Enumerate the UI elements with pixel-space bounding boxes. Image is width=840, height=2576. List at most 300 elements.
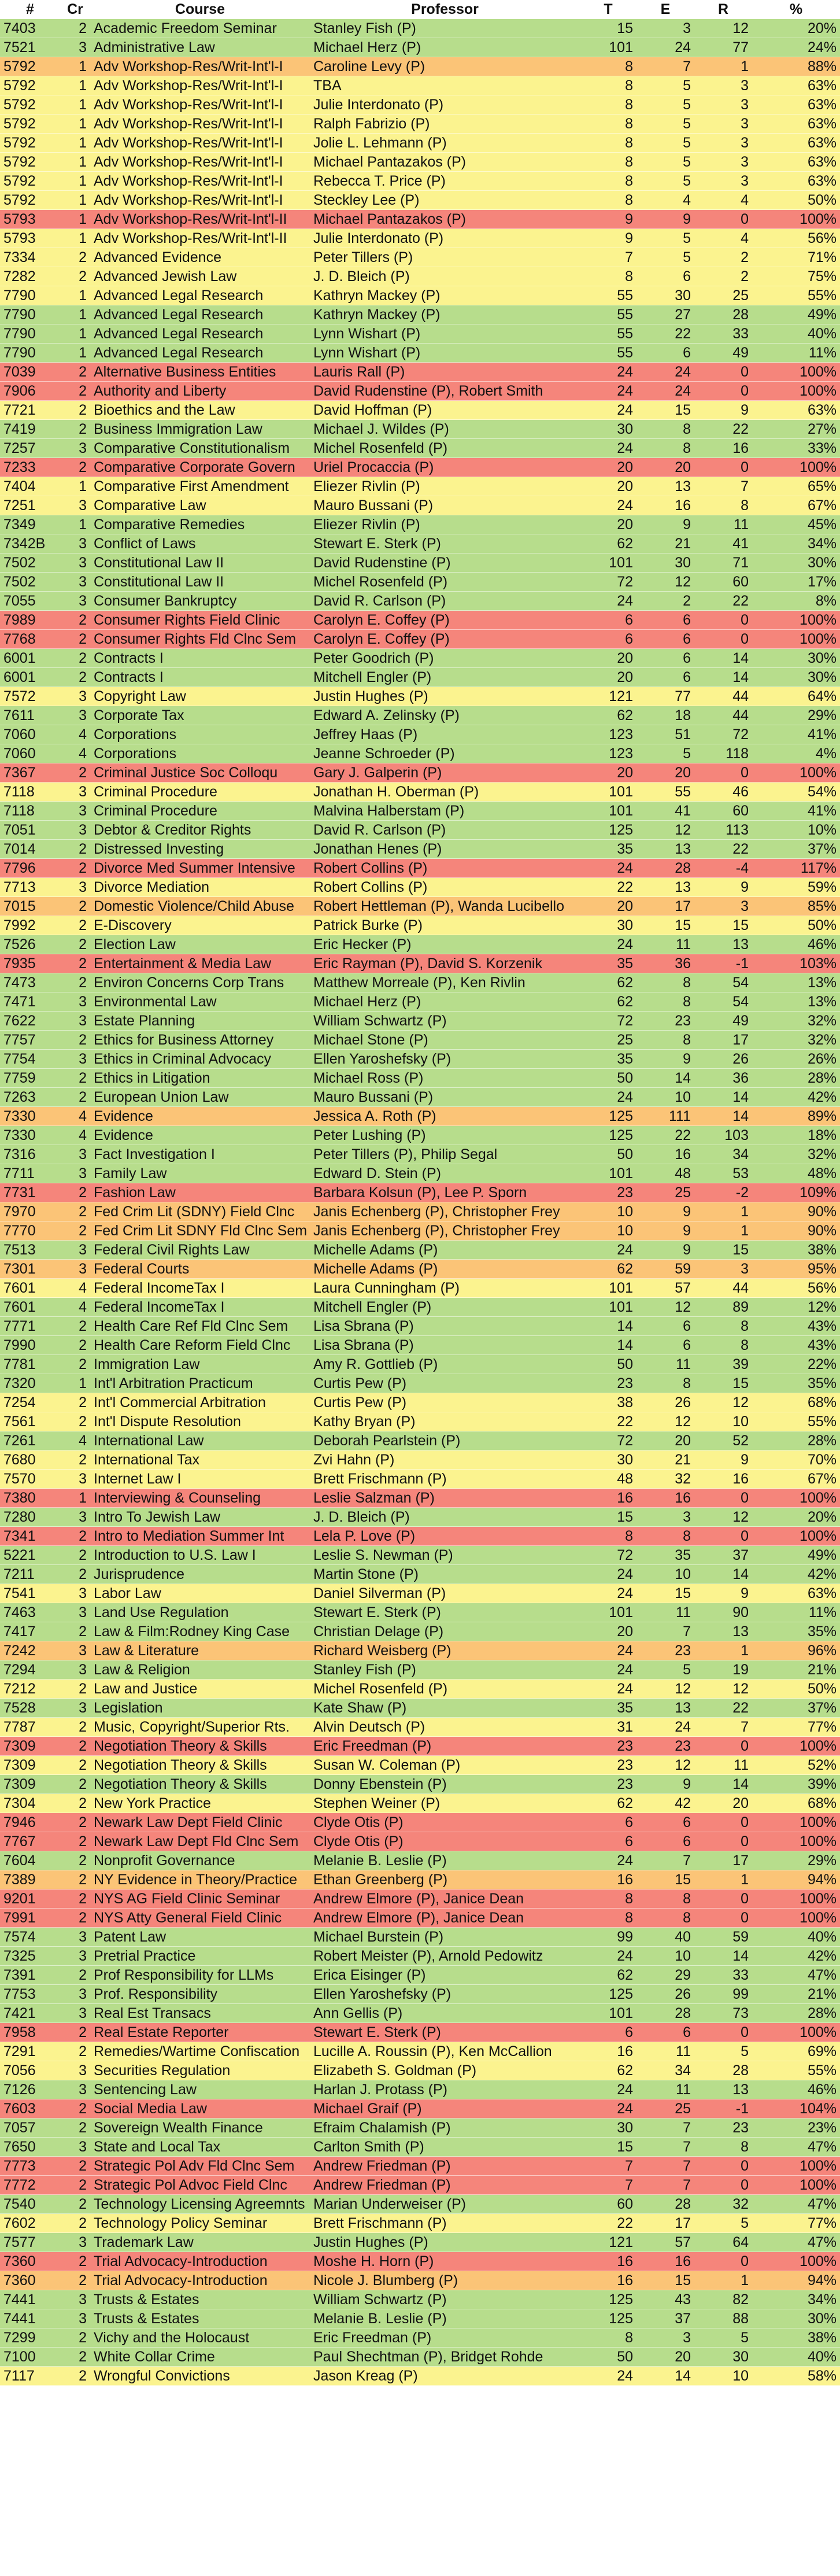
professor-cell: Janis Echenberg (P), Christopher Frey (310, 1221, 580, 1241)
table-row[interactable] (0, 1527, 840, 1546)
professor-cell: Stewart E. Sterk (P) (310, 1603, 580, 1622)
professor-cell: Lynn Wishart (P) (310, 344, 580, 363)
table-row[interactable] (0, 57, 840, 76)
credits-cell: 1 (60, 1374, 90, 1393)
remaining-cell: 14 (694, 649, 752, 668)
table-row[interactable] (0, 153, 840, 172)
table-row[interactable] (0, 1909, 840, 1928)
enrolled-cell: 30 (637, 286, 694, 305)
table-row[interactable] (0, 191, 840, 210)
professor-cell: Mitchell Engler (P) (310, 668, 580, 687)
remaining-cell: 59 (694, 1928, 752, 1947)
course-name-cell: NY Evidence in Theory/Practice (90, 1870, 310, 1889)
table-row[interactable] (0, 1069, 840, 1088)
table-row[interactable] (0, 992, 840, 1012)
table-row[interactable] (0, 2309, 840, 2328)
table-row[interactable] (0, 76, 840, 95)
table-row[interactable] (0, 1451, 840, 1470)
course-number-cell: 7513 (0, 1241, 60, 1260)
course-name-cell: Law & Religion (90, 1660, 310, 1680)
course-number-cell: 7574 (0, 1928, 60, 1947)
table-row[interactable] (0, 2348, 840, 2367)
percent-filled-cell: 42% (752, 1565, 840, 1584)
table-row[interactable] (0, 1737, 840, 1756)
remaining-cell: 0 (694, 363, 752, 382)
course-name-cell: Adv Workshop-Res/Writ-Int'l-I (90, 57, 310, 76)
table-row[interactable] (0, 267, 840, 286)
remaining-cell: 49 (694, 1012, 752, 1031)
course-number-cell: 7055 (0, 592, 60, 611)
table-row[interactable] (0, 1202, 840, 1221)
professor-cell: Justin Hughes (P) (310, 2233, 580, 2252)
table-row[interactable] (0, 630, 840, 649)
table-row[interactable] (0, 1660, 840, 1680)
course-name-cell: Domestic Violence/Child Abuse (90, 897, 310, 916)
course-name-cell: Advanced Jewish Law (90, 267, 310, 286)
table-row[interactable] (0, 1622, 840, 1641)
remaining-cell: 0 (694, 2023, 752, 2042)
course-name-cell: Evidence (90, 1126, 310, 1145)
table-row[interactable] (0, 1699, 840, 1718)
course-name-cell: Alternative Business Entities (90, 363, 310, 382)
table-row[interactable] (0, 973, 840, 992)
professor-cell: Ann Gellis (P) (310, 2004, 580, 2023)
course-name-cell: Adv Workshop-Res/Writ-Int'l-II (90, 229, 310, 248)
course-number-cell: 7526 (0, 935, 60, 954)
course-number-cell: 7118 (0, 802, 60, 821)
table-row[interactable] (0, 2367, 840, 2386)
table-row[interactable] (0, 553, 840, 573)
table-row[interactable] (0, 1565, 840, 1584)
table-row[interactable] (0, 611, 840, 630)
table-row[interactable] (0, 172, 840, 191)
table-row[interactable] (0, 1393, 840, 1412)
total-seats-cell: 22 (580, 1412, 637, 1431)
total-seats-cell: 15 (580, 2138, 637, 2157)
enrolled-cell: 21 (637, 1451, 694, 1470)
table-row[interactable] (0, 1470, 840, 1489)
table-row[interactable] (0, 706, 840, 725)
table-row[interactable] (0, 1928, 840, 1947)
professor-cell: Julie Interdonato (P) (310, 229, 580, 248)
credits-cell: 3 (60, 2004, 90, 2023)
total-seats-cell: 16 (580, 2271, 637, 2290)
credits-cell: 2 (60, 1832, 90, 1851)
course-number-cell: 7251 (0, 496, 60, 515)
enrolled-cell: 35 (637, 1546, 694, 1565)
course-name-cell: Authority and Liberty (90, 382, 310, 401)
credits-cell: 3 (60, 802, 90, 821)
percent-filled-cell: 10% (752, 821, 840, 840)
course-number-cell: 7611 (0, 706, 60, 725)
header-course-number[interactable]: # (0, 0, 60, 19)
credits-cell: 3 (60, 2138, 90, 2157)
professor-cell: Michael Burstein (P) (310, 1928, 580, 1947)
credits-cell: 2 (60, 630, 90, 649)
table-row[interactable] (0, 859, 840, 878)
percent-filled-cell: 64% (752, 687, 840, 706)
table-row[interactable] (0, 248, 840, 267)
table-row[interactable] (0, 38, 840, 57)
course-number-cell: 7060 (0, 725, 60, 744)
percent-filled-cell: 20% (752, 19, 840, 38)
remaining-cell: 8 (694, 496, 752, 515)
enrolled-cell: 12 (637, 1756, 694, 1775)
professor-cell: Andrew Friedman (P) (310, 2157, 580, 2176)
total-seats-cell: 24 (580, 859, 637, 878)
remaining-cell: 15 (694, 1374, 752, 1393)
total-seats-cell: 8 (580, 1889, 637, 1909)
professor-cell: Eliezer Rivlin (P) (310, 515, 580, 534)
enrolled-cell: 8 (637, 420, 694, 439)
header-percent[interactable]: % (752, 0, 840, 19)
table-row[interactable] (0, 2099, 840, 2119)
professor-cell: Jason Kreag (P) (310, 2367, 580, 2386)
professor-cell: Lauris Rall (P) (310, 363, 580, 382)
enrolled-cell: 51 (637, 725, 694, 744)
table-row[interactable] (0, 1794, 840, 1813)
remaining-cell: 9 (694, 401, 752, 420)
table-row[interactable] (0, 477, 840, 496)
remaining-cell: 17 (694, 1031, 752, 1050)
percent-filled-cell: 90% (752, 1221, 840, 1241)
total-seats-cell: 6 (580, 611, 637, 630)
course-number-cell: 7790 (0, 305, 60, 324)
credits-cell: 3 (60, 496, 90, 515)
table-row[interactable] (0, 1508, 840, 1527)
table-row[interactable] (0, 1145, 840, 1164)
total-seats-cell: 30 (580, 2119, 637, 2138)
table-row[interactable] (0, 954, 840, 973)
remaining-cell: 19 (694, 1660, 752, 1680)
percent-filled-cell: 35% (752, 1374, 840, 1393)
table-row[interactable] (0, 1317, 840, 1336)
percent-filled-cell: 33% (752, 439, 840, 458)
enrolled-cell: 24 (637, 1718, 694, 1737)
table-row[interactable] (0, 324, 840, 344)
professor-cell: Stanley Fish (P) (310, 1660, 580, 1680)
table-row[interactable] (0, 2061, 840, 2080)
table-row[interactable] (0, 420, 840, 439)
table-row[interactable] (0, 1775, 840, 1794)
percent-filled-cell: 85% (752, 897, 840, 916)
percent-filled-cell: 94% (752, 1870, 840, 1889)
table-row[interactable] (0, 1680, 840, 1699)
course-name-cell: Prof Responsibility for LLMs (90, 1966, 310, 1985)
total-seats-cell: 121 (580, 2233, 637, 2252)
remaining-cell: 8 (694, 1317, 752, 1336)
table-row[interactable] (0, 1088, 840, 1107)
professor-cell: Carolyn E. Coffey (P) (310, 611, 580, 630)
course-number-cell: 7301 (0, 1260, 60, 1279)
table-row[interactable] (0, 1584, 840, 1603)
percent-filled-cell: 34% (752, 2290, 840, 2309)
total-seats-cell: 6 (580, 2023, 637, 2042)
table-row[interactable] (0, 1126, 840, 1145)
course-name-cell: Debtor & Creditor Rights (90, 821, 310, 840)
table-row[interactable] (0, 1241, 840, 1260)
table-row[interactable] (0, 2176, 840, 2195)
course-number-cell: 7935 (0, 954, 60, 973)
table-row[interactable] (0, 668, 840, 687)
header-course[interactable]: Course (90, 0, 310, 19)
total-seats-cell: 55 (580, 324, 637, 344)
percent-filled-cell: 100% (752, 1527, 840, 1546)
credits-cell: 3 (60, 1584, 90, 1603)
table-row[interactable] (0, 1260, 840, 1279)
total-seats-cell: 125 (580, 1126, 637, 1145)
remaining-cell: 10 (694, 2367, 752, 2386)
course-number-cell: 7787 (0, 1718, 60, 1737)
enrolled-cell: 26 (637, 1393, 694, 1412)
table-row[interactable] (0, 1298, 840, 1317)
table-row[interactable] (0, 1221, 840, 1241)
remaining-cell: -1 (694, 954, 752, 973)
table-row[interactable] (0, 1641, 840, 1660)
course-name-cell: Conflict of Laws (90, 534, 310, 553)
table-row[interactable] (0, 1431, 840, 1451)
header-enrolled[interactable]: E (637, 0, 694, 19)
header-professor[interactable]: Professor (310, 0, 580, 19)
remaining-cell: 64 (694, 2233, 752, 2252)
table-row[interactable] (0, 1870, 840, 1889)
table-row[interactable] (0, 1889, 840, 1909)
table-row[interactable] (0, 1012, 840, 1031)
table-row[interactable] (0, 534, 840, 553)
total-seats-cell: 24 (580, 935, 637, 954)
total-seats-cell: 24 (580, 382, 637, 401)
credits-cell: 3 (60, 38, 90, 57)
table-row[interactable] (0, 2290, 840, 2309)
table-row[interactable] (0, 496, 840, 515)
table-row[interactable] (0, 783, 840, 802)
enrolled-cell: 14 (637, 2367, 694, 2386)
course-number-cell: 7441 (0, 2290, 60, 2309)
total-seats-cell: 123 (580, 725, 637, 744)
credits-cell: 3 (60, 2061, 90, 2080)
credits-cell: 2 (60, 267, 90, 286)
enrolled-cell: 34 (637, 2061, 694, 2080)
table-row[interactable] (0, 439, 840, 458)
table-row[interactable] (0, 725, 840, 744)
table-row[interactable] (0, 2080, 840, 2099)
percent-filled-cell: 12% (752, 1298, 840, 1317)
remaining-cell: 1 (694, 57, 752, 76)
credits-cell: 2 (60, 2119, 90, 2138)
course-name-cell: Evidence (90, 1107, 310, 1126)
header-credits[interactable]: Cr (60, 0, 90, 19)
percent-filled-cell: 100% (752, 2157, 840, 2176)
remaining-cell: 44 (694, 1279, 752, 1298)
table-row[interactable] (0, 2271, 840, 2290)
enrolled-cell: 7 (637, 1851, 694, 1870)
table-row[interactable] (0, 1546, 840, 1565)
table-row[interactable] (0, 2252, 840, 2271)
professor-cell: Eric Freedman (P) (310, 2328, 580, 2348)
course-number-cell: 7309 (0, 1775, 60, 1794)
remaining-cell: 16 (694, 1470, 752, 1489)
course-name-cell: Trial Advocacy-Introduction (90, 2252, 310, 2271)
enrolled-cell: 7 (637, 57, 694, 76)
table-row[interactable] (0, 897, 840, 916)
table-row[interactable] (0, 1374, 840, 1393)
credits-cell: 3 (60, 1641, 90, 1660)
table-row[interactable] (0, 1050, 840, 1069)
percent-filled-cell: 30% (752, 553, 840, 573)
table-row[interactable] (0, 1985, 840, 2004)
percent-filled-cell: 28% (752, 2004, 840, 2023)
table-row[interactable] (0, 687, 840, 706)
table-row[interactable] (0, 2119, 840, 2138)
table-row[interactable] (0, 2214, 840, 2233)
table-row[interactable] (0, 2138, 840, 2157)
percent-filled-cell: 37% (752, 1699, 840, 1718)
professor-cell: TBA (310, 76, 580, 95)
total-seats-cell: 20 (580, 763, 637, 783)
percent-filled-cell: 27% (752, 420, 840, 439)
table-row[interactable] (0, 401, 840, 420)
table-row[interactable] (0, 935, 840, 954)
total-seats-cell: 62 (580, 2061, 637, 2080)
remaining-cell: 39 (694, 1355, 752, 1374)
table-row[interactable] (0, 1756, 840, 1775)
percent-filled-cell: 30% (752, 668, 840, 687)
credits-cell: 2 (60, 1183, 90, 1202)
table-row[interactable] (0, 2195, 840, 2214)
enrolled-cell: 13 (637, 840, 694, 859)
table-row[interactable] (0, 649, 840, 668)
enrolled-cell: 11 (637, 2080, 694, 2099)
table-row[interactable] (0, 134, 840, 153)
header-remaining[interactable]: R (694, 0, 752, 19)
course-number-cell: 7263 (0, 1088, 60, 1107)
table-row[interactable] (0, 19, 840, 38)
enrolled-cell: 23 (637, 1012, 694, 1031)
total-seats-cell: 7 (580, 2176, 637, 2195)
table-row[interactable] (0, 2233, 840, 2252)
course-number-cell: 7441 (0, 2309, 60, 2328)
table-row[interactable] (0, 305, 840, 324)
table-row[interactable] (0, 115, 840, 134)
enrolled-cell: 21 (637, 534, 694, 553)
total-seats-cell: 125 (580, 821, 637, 840)
course-name-cell: Fed Crim Lit SDNY Fld Clnc Sem (90, 1221, 310, 1241)
table-row[interactable] (0, 2328, 840, 2348)
professor-cell: Jonathan H. Oberman (P) (310, 783, 580, 802)
remaining-cell: 22 (694, 592, 752, 611)
table-row[interactable] (0, 1336, 840, 1355)
table-row[interactable] (0, 1813, 840, 1832)
credits-cell: 2 (60, 973, 90, 992)
table-row[interactable] (0, 1412, 840, 1431)
enrolled-cell: 8 (637, 1374, 694, 1393)
table-row[interactable] (0, 1718, 840, 1737)
course-name-cell: Interviewing & Counseling (90, 1489, 310, 1508)
table-row[interactable] (0, 1031, 840, 1050)
header-total[interactable]: T (580, 0, 637, 19)
total-seats-cell: 24 (580, 1088, 637, 1107)
total-seats-cell: 16 (580, 2042, 637, 2061)
table-row[interactable] (0, 1355, 840, 1374)
table-row[interactable] (0, 840, 840, 859)
table-row[interactable] (0, 286, 840, 305)
table-row[interactable] (0, 1183, 840, 1202)
credits-cell: 3 (60, 1164, 90, 1183)
remaining-cell: 2 (694, 248, 752, 267)
percent-filled-cell: 77% (752, 1718, 840, 1737)
remaining-cell: 54 (694, 973, 752, 992)
enrolled-cell: 28 (637, 2195, 694, 2214)
table-row[interactable] (0, 573, 840, 592)
professor-cell: Zvi Hahn (P) (310, 1451, 580, 1470)
table-row[interactable] (0, 1832, 840, 1851)
table-row[interactable] (0, 382, 840, 401)
credits-cell: 4 (60, 1107, 90, 1126)
professor-cell: J. D. Bleich (P) (310, 1508, 580, 1527)
total-seats-cell: 62 (580, 706, 637, 725)
table-row[interactable] (0, 763, 840, 783)
professor-cell: Ethan Greenberg (P) (310, 1870, 580, 1889)
table-row[interactable] (0, 744, 840, 763)
total-seats-cell: 125 (580, 1107, 637, 1126)
table-row[interactable] (0, 1851, 840, 1870)
table-row[interactable] (0, 458, 840, 477)
table-row[interactable] (0, 916, 840, 935)
table-row[interactable] (0, 821, 840, 840)
table-row[interactable] (0, 2023, 840, 2042)
table-row[interactable] (0, 802, 840, 821)
professor-cell: Martin Stone (P) (310, 1565, 580, 1584)
percent-filled-cell: 100% (752, 382, 840, 401)
table-row[interactable] (0, 1603, 840, 1622)
table-row[interactable] (0, 1279, 840, 1298)
table-row[interactable] (0, 1966, 840, 1985)
table-row[interactable] (0, 1947, 840, 1966)
table-row[interactable] (0, 878, 840, 897)
table-row[interactable] (0, 1164, 840, 1183)
percent-filled-cell: 46% (752, 2080, 840, 2099)
table-row[interactable] (0, 229, 840, 248)
table-row[interactable] (0, 2157, 840, 2176)
table-row[interactable] (0, 344, 840, 363)
remaining-cell: 0 (694, 2176, 752, 2195)
professor-cell: Stanley Fish (P) (310, 19, 580, 38)
remaining-cell: 0 (694, 763, 752, 783)
remaining-cell: 44 (694, 687, 752, 706)
total-seats-cell: 55 (580, 286, 637, 305)
enrolled-cell: 43 (637, 2290, 694, 2309)
credits-cell: 3 (60, 1260, 90, 1279)
table-row[interactable] (0, 1107, 840, 1126)
professor-cell: Brett Frischmann (P) (310, 1470, 580, 1489)
enrolled-cell: 7 (637, 2138, 694, 2157)
table-row[interactable] (0, 363, 840, 382)
table-row[interactable] (0, 2004, 840, 2023)
table-row[interactable] (0, 592, 840, 611)
table-body (0, 19, 840, 2386)
table-row[interactable] (0, 95, 840, 115)
table-row[interactable] (0, 2042, 840, 2061)
table-row[interactable] (0, 210, 840, 229)
course-number-cell: 7711 (0, 1164, 60, 1183)
enrolled-cell: 4 (637, 191, 694, 210)
credits-cell: 2 (60, 1680, 90, 1699)
total-seats-cell: 22 (580, 878, 637, 897)
table-row[interactable] (0, 1489, 840, 1508)
total-seats-cell: 24 (580, 2080, 637, 2099)
percent-filled-cell: 55% (752, 2061, 840, 2080)
table-row[interactable] (0, 515, 840, 534)
